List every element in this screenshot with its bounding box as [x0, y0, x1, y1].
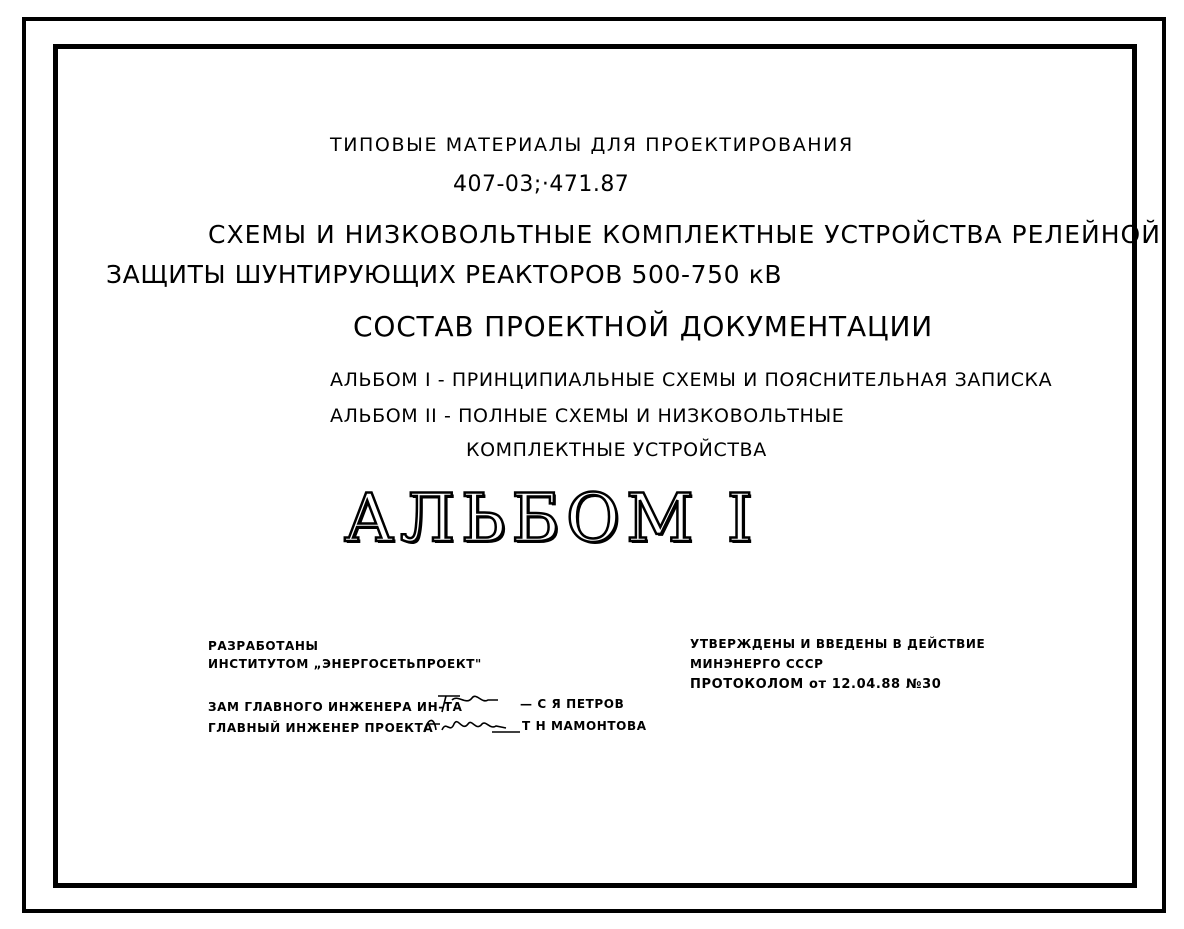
- approved-label: УТВЕРЖДЕНЫ И ВВЕДЕНЫ В ДЕЙСТВИЕ: [690, 637, 986, 651]
- deputy-chief-engineer-name: — С Я ПЕТРОВ: [520, 697, 625, 711]
- developed-by-institute: ИНСТИТУТОМ „ЭНЕРГОСЕТЬПРОЕКТ": [208, 657, 482, 671]
- main-title-line2: ЗАЩИТЫ ШУНТИРУЮЩИХ РЕАКТОРОВ 500-750 кВ: [106, 260, 783, 289]
- chief-project-engineer-name: Т Н МАМОНТОВА: [522, 719, 647, 733]
- album2-description-line1: АЛЬБОМ II - ПОЛНЫЕ СХЕМЫ И НИЗКОВОЛЬТНЫЕ: [330, 405, 845, 427]
- composition-heading: СОСТАВ ПРОЕКТНОЙ ДОКУМЕНТАЦИИ: [353, 310, 933, 343]
- developed-by-label: РАЗРАБОТАНЫ: [208, 639, 319, 653]
- approved-protocol: ПРОТОКОЛОМ от 12.04.88 №30: [690, 677, 942, 692]
- series-number: 407-03;·471.87: [453, 172, 630, 197]
- signature-mamontova: [420, 712, 524, 738]
- main-title-line1: СХЕМЫ И НИЗКОВОЛЬТНЫЕ КОМПЛЕКТНЫЕ УСТРОЙСТВА РЕЛЕЙНОЙ: [208, 220, 1161, 249]
- album1-description: АЛЬБОМ I - ПРИНЦИПИАЛЬНЫЕ СХЕМЫ И ПОЯСНИТЕЛЬНАЯ ЗАПИСКА: [330, 369, 1053, 391]
- inner-frame: [53, 44, 1137, 888]
- approved-ministry: МИНЭНЕРГО СССР: [690, 657, 824, 671]
- album2-description-line2: КОМПЛЕКТНЫЕ УСТРОЙСТВА: [466, 439, 767, 461]
- chief-project-engineer-title: ГЛАВНЫЙ ИНЖЕНЕР ПРОЕКТА: [208, 721, 434, 735]
- album-heading: АЛЬБОМ I: [344, 480, 759, 557]
- series-title: ТИПОВЫЕ МАТЕРИАЛЫ ДЛЯ ПРОЕКТИРОВАНИЯ: [330, 134, 854, 156]
- deputy-chief-engineer-title: ЗАМ ГЛАВНОГО ИНЖЕНЕРА ИН-ТА: [208, 700, 463, 714]
